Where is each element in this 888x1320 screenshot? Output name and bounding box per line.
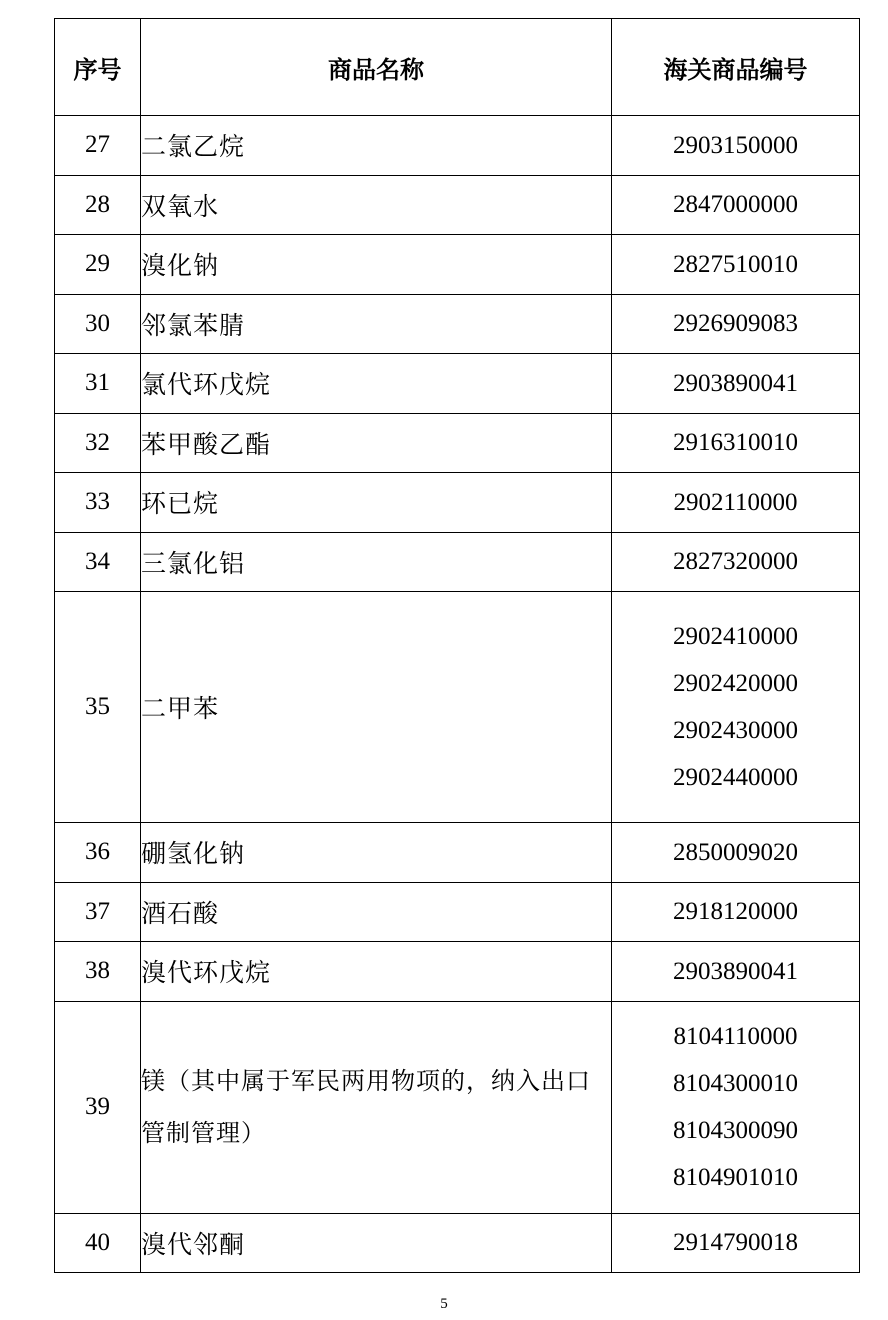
- table-row: [55, 116, 860, 176]
- row-goods-name: 溴代环戊烷: [141, 942, 612, 1002]
- row-serial-number: 35: [55, 592, 141, 823]
- customs-code: 8104300090: [673, 1117, 798, 1144]
- row-goods-name: 酒石酸: [141, 882, 612, 942]
- customs-code: 8104300010: [673, 1070, 798, 1097]
- row-serial-number: 37: [55, 882, 141, 942]
- customs-code: 2903150000: [673, 131, 798, 159]
- row-customs-code-cell: [612, 942, 860, 1002]
- table-row: [55, 473, 860, 533]
- row-goods-name: 双氧水: [141, 175, 612, 235]
- customs-code: 8104901010: [673, 1164, 798, 1191]
- row-goods-name: 镁（其中属于军民两用物项的，纳入出口管制管理）: [141, 1001, 612, 1213]
- row-goods-name: 溴代邻酮: [141, 1213, 612, 1273]
- row-goods-name: 环已烷: [141, 473, 612, 533]
- row-serial-number: 32: [55, 413, 141, 473]
- table-row: [55, 1001, 860, 1213]
- row-serial-number: 40: [55, 1213, 141, 1273]
- row-customs-code-cell: [612, 294, 860, 354]
- row-goods-name: 苯甲酸乙酯: [141, 413, 612, 473]
- row-serial-number: 27: [55, 116, 141, 176]
- row-serial-number: 33: [55, 473, 141, 533]
- customs-code: 2902440000: [673, 764, 798, 791]
- customs-code: 2847000000: [673, 191, 798, 219]
- row-customs-code-cell: [612, 882, 860, 942]
- row-serial-number: 36: [55, 823, 141, 883]
- customs-code: 8104110000: [673, 1023, 798, 1050]
- row-goods-name: 硼氢化钠: [141, 823, 612, 883]
- table-row: [55, 413, 860, 473]
- row-goods-name: 氯代环戊烷: [141, 354, 612, 414]
- customs-code: 2850009020: [673, 838, 798, 866]
- row-goods-name: 二甲苯: [141, 592, 612, 823]
- goods-table: [54, 18, 860, 1273]
- customs-code: 2902110000: [673, 488, 798, 516]
- customs-code: 2926909083: [673, 310, 798, 338]
- table-row: [55, 592, 860, 823]
- customs-code: 2903890041: [673, 369, 798, 397]
- row-customs-code-cell: [612, 473, 860, 533]
- customs-code: 2902420000: [673, 670, 798, 697]
- table-row: [55, 354, 860, 414]
- row-serial-number: 39: [55, 1001, 141, 1213]
- table-row: [55, 235, 860, 295]
- table-header-row: [55, 19, 860, 116]
- row-customs-code-cell: [612, 532, 860, 592]
- row-customs-code-cell: [612, 1001, 860, 1213]
- row-customs-code-cell: [612, 116, 860, 176]
- row-customs-code-cell: [612, 592, 860, 823]
- table-row: [55, 532, 860, 592]
- header-serial-number: 序号: [55, 19, 141, 116]
- row-customs-code-cell: [612, 1213, 860, 1273]
- row-serial-number: 29: [55, 235, 141, 295]
- header-goods-name: 商品名称: [141, 19, 612, 116]
- row-serial-number: 28: [55, 175, 141, 235]
- customs-code: 2903890041: [673, 957, 798, 985]
- table-row: [55, 823, 860, 883]
- table-row: [55, 882, 860, 942]
- table-row: [55, 1213, 860, 1273]
- row-serial-number: 38: [55, 942, 141, 1002]
- row-serial-number: 31: [55, 354, 141, 414]
- customs-code: 2914790018: [673, 1229, 798, 1257]
- row-customs-code-cell: [612, 354, 860, 414]
- customs-code: 2827510010: [673, 250, 798, 278]
- row-goods-name: 二氯乙烷: [141, 116, 612, 176]
- customs-code: 2902430000: [673, 717, 798, 744]
- customs-code: 2902410000: [673, 623, 798, 650]
- row-serial-number: 30: [55, 294, 141, 354]
- page-number: 5: [440, 1296, 448, 1312]
- row-customs-code-cell: [612, 823, 860, 883]
- row-customs-code-cell: [612, 235, 860, 295]
- row-goods-name: 三氯化铝: [141, 532, 612, 592]
- row-customs-code-cell: [612, 413, 860, 473]
- table-row: [55, 294, 860, 354]
- table-row: [55, 175, 860, 235]
- row-serial-number: 34: [55, 532, 141, 592]
- row-goods-name: 溴化钠: [141, 235, 612, 295]
- customs-code: 2916310010: [673, 429, 798, 457]
- customs-code: 2827320000: [673, 548, 798, 576]
- row-goods-name: 邻氯苯腈: [141, 294, 612, 354]
- row-customs-code-cell: [612, 175, 860, 235]
- customs-code: 2918120000: [673, 898, 798, 926]
- table-row: [55, 942, 860, 1002]
- header-customs-code: 海关商品编号: [612, 19, 860, 116]
